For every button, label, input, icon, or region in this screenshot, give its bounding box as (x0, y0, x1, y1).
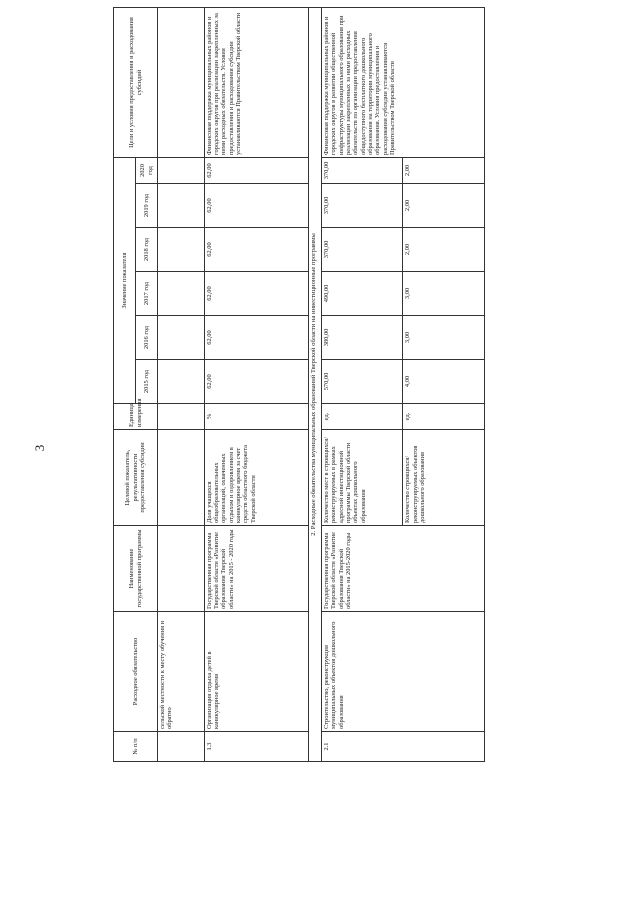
cell-indicator: Количество мест в строящихся/реконструируемых в рамках адресной инвестиционной программы Тверской области объектах дошкольного образования (321, 430, 403, 526)
cell-goals: Финансовая поддержка муниципальных районов и городских округов в развитии общественной инфраструктуры муниципального образования при реализации закрепленных за ними расходных обязательств по организации предоставления общедоступного бесплатного дошкольного образования на территории муниципального образования. Условия предоставления и расходования субсидии устанавливаются Правительством Тверской области (321, 7, 484, 157)
cell-value: 380,00 (321, 316, 403, 360)
cell-value: 370,00 (321, 228, 403, 272)
document-sheet (113, 8, 485, 762)
cell-value: 3,00 (403, 272, 485, 316)
cell-value: 62,00 (204, 157, 309, 183)
header-values-group: Значение показателя (114, 157, 136, 403)
table-row-2-1a (321, 7, 403, 761)
header-year: 2015 год (136, 360, 158, 404)
header-year: 2018 год (136, 228, 158, 272)
cell-num: 2.1 (321, 732, 484, 762)
cell-value: 490,00 (321, 272, 403, 316)
header-unit: Единица измерения (114, 404, 158, 430)
cell-goals: Финансовая поддержка муниципальных районов и городских округов при реализации закрепленных за ними расходных обязательств. Условия предоставления и расходования субсидии устанавливаются Правительством Тверской области (204, 7, 309, 157)
cell-num: 1.3 (204, 732, 309, 762)
header-year: 2019 год (136, 184, 158, 228)
header-year: 2016 год (136, 316, 158, 360)
table-row-continuation (158, 7, 205, 761)
cell-value: 62,00 (204, 184, 309, 228)
header-year: 2020 год (136, 157, 158, 183)
cell-value: 62,00 (204, 272, 309, 316)
cell-program: Государственная программа Тверской области «Развитие образования Тверской области» на 2015-2020 годы (321, 526, 484, 612)
section-title: 2. Расходные обязательства муниципальных образований Тверской области на инвестиционные программы (309, 7, 321, 761)
cell-value: 570,00 (321, 360, 403, 404)
header-program: Наименование государственной программы (114, 526, 158, 612)
header-year: 2017 год (136, 272, 158, 316)
cell-value: 62,00 (204, 360, 309, 404)
cell-obligation: сельской местности к месту обучения и обратно (158, 612, 205, 732)
cell-value: 3,00 (403, 316, 485, 360)
header-indicator: Целевой показатель, результативности предоставления субсидии (114, 430, 158, 526)
page-number: 3 (32, 444, 47, 452)
cell-obligation: Организация отдыха детей в каникулярное время (204, 612, 309, 732)
cell-unit: ед. (321, 404, 403, 430)
cell-unit: ед. (403, 404, 485, 430)
header-goals: Цели и условия предоставления и расходования субсидий (114, 7, 158, 157)
subsidy-table (113, 7, 485, 762)
section-row-2 (309, 7, 321, 761)
cell-program: Государственная программа Тверской области «Развитие образования Тверской области» на 2015 - 2020 годы (204, 526, 309, 612)
rotated-table-wrapper (113, 8, 485, 762)
cell-value: 4,00 (403, 360, 485, 404)
cell-value: 2,00 (403, 157, 485, 183)
cell-obligation: Строительство, реконструкция муниципальных объектов дошкольного образования (321, 612, 484, 732)
cell-value: 2,00 (403, 184, 485, 228)
cell-unit: % (204, 404, 309, 430)
cell-value: 2,00 (403, 228, 485, 272)
cell-value: 62,00 (204, 228, 309, 272)
header-obligation: Расходное обязательство (114, 612, 158, 732)
cell-indicator: Доля учащихся общеобразовательных организаций, охваченных отдыхом и оздоровлением в каникулярное время за счет средств областного бюджета Тверской области (204, 430, 309, 526)
table-row-1-3 (204, 7, 309, 761)
header-num: № п/п (114, 732, 158, 762)
cell-value: 370,00 (321, 184, 403, 228)
cell-value: 62,00 (204, 316, 309, 360)
cell-indicator: Количество строящихся/реконструируемых объектов дошкольного образования (403, 430, 485, 526)
cell-value: 370,00 (321, 157, 403, 183)
